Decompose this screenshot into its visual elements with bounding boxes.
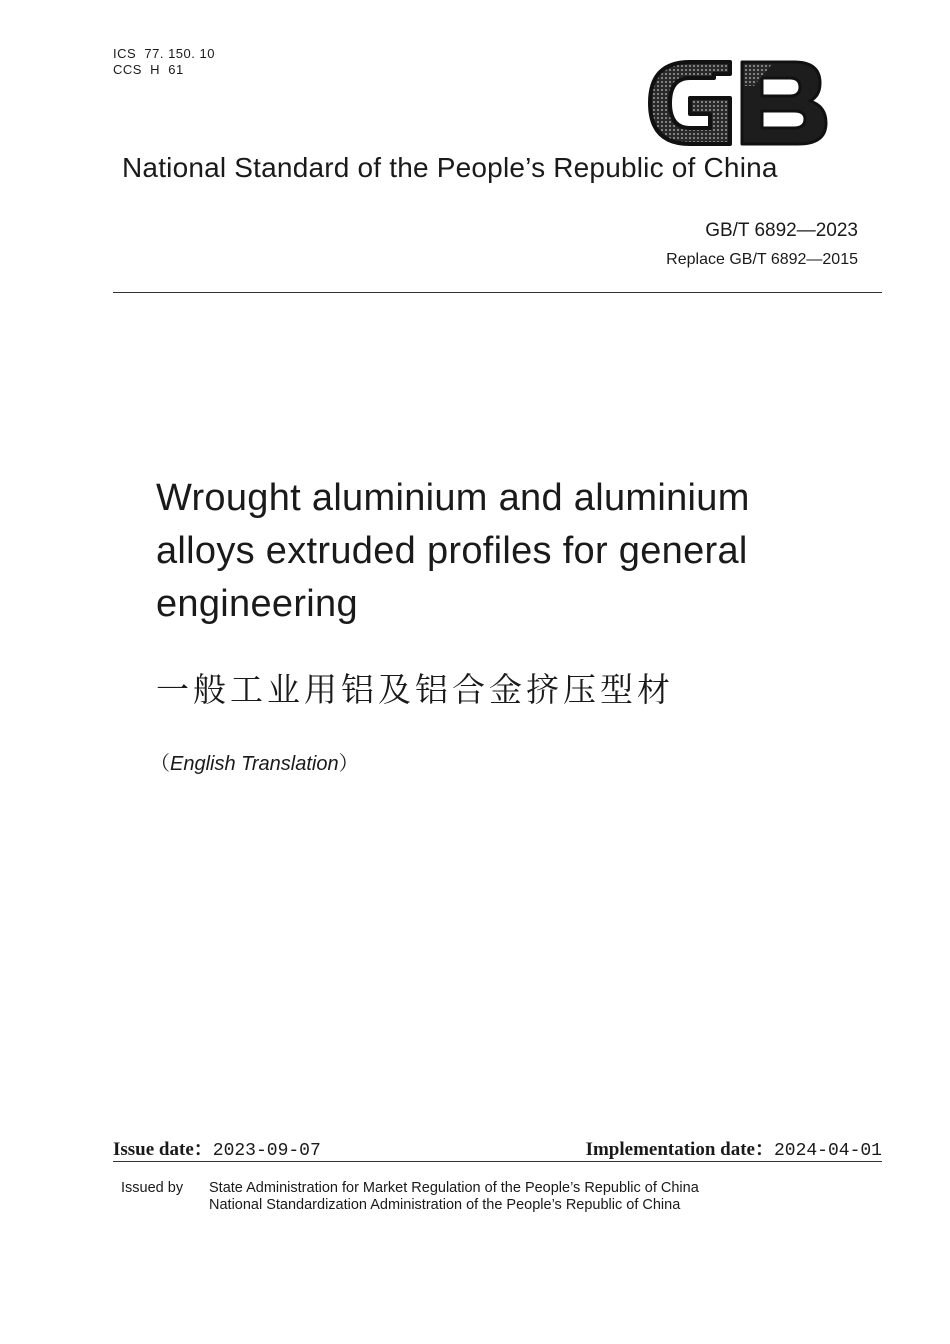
issued-by-label: Issued by <box>121 1180 184 1196</box>
dates-row <box>113 1134 882 1160</box>
issue-date <box>113 1134 321 1161</box>
issue-date-value: 2023-09-07 <box>212 1141 321 1161</box>
national-standard-title: National Standard of the People’s Republic of China <box>122 152 778 183</box>
translation-note <box>150 747 359 776</box>
paren-open: （ <box>150 753 170 775</box>
classification-codes <box>113 46 215 78</box>
ccs-code: CCS H 61 <box>113 62 184 77</box>
implementation-date-label: Implementation date： <box>585 1139 774 1160</box>
english-title-line: engineering <box>156 583 358 625</box>
issuer-line: National Standardization Administration of the People’s Republic of China <box>209 1197 681 1213</box>
issuer-line: State Administration for Market Regulation of the People’s Republic of China <box>209 1180 699 1196</box>
chinese-title: 一般工业用铝及铝合金挤压型材 <box>156 670 674 709</box>
implementation-date <box>586 1134 882 1161</box>
translation-label: English Translation <box>170 753 339 775</box>
english-title-line: Wrought aluminium and aluminium <box>156 477 750 519</box>
english-title <box>156 472 876 631</box>
header-divider <box>113 292 882 293</box>
english-title-line: alloys extruded profiles for general <box>156 530 748 572</box>
ics-code: ICS 77. 150. 10 <box>113 46 215 61</box>
paren-close: ） <box>338 753 359 775</box>
implementation-date-value: 2024-04-01 <box>773 1141 882 1161</box>
issuer-names <box>209 1180 699 1214</box>
footer-divider <box>113 1161 882 1162</box>
issue-date-label: Issue date： <box>113 1139 213 1160</box>
replaced-standard: Replace GB/T 6892—2015 <box>666 251 858 268</box>
standard-code: GB/T 6892—2023 <box>705 220 858 241</box>
gb-logo <box>644 56 830 150</box>
